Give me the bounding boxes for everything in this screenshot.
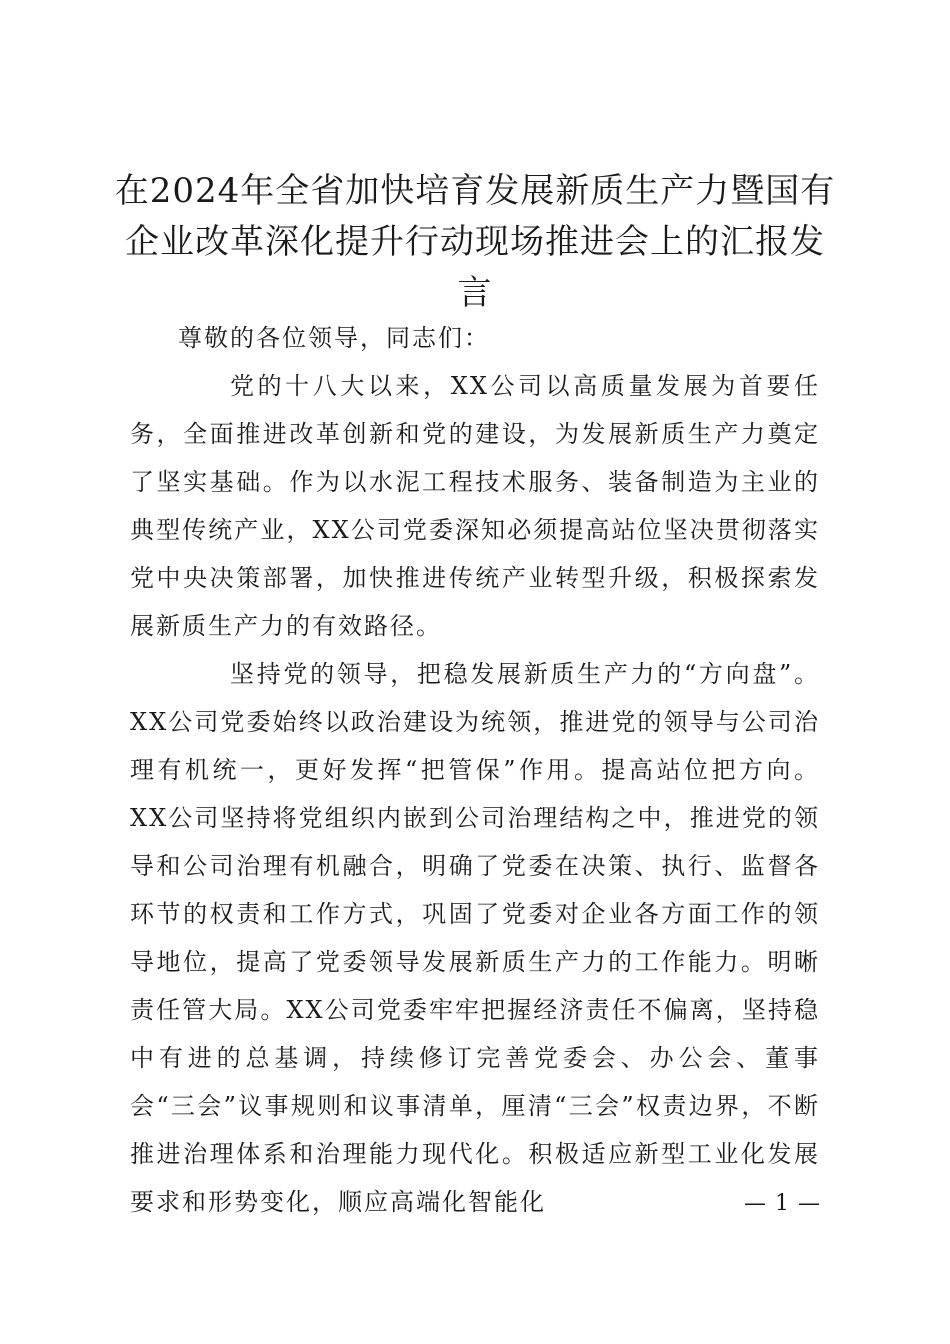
document-body (130, 314, 820, 1226)
paragraph-intro: 党的十八大以来，XX公司以高质量发展为首要任务，全面推进改革创新和党的建设，为发展新质生产力奠定了坚实基础。作为以水泥工程技术服务、装备制造为主业的典型传统产业，XX公司党委深知必须提高站位坚决贯彻落实党中央决策部署，加快推进传统产业转型升级，积极探索发展新质生产力的有效路径。 (130, 372, 820, 640)
salutation: 尊敬的各位领导，同志们： (178, 324, 490, 352)
page-number: — 1 — (744, 1191, 821, 1216)
document-title: 在2024年全省加快培育发展新质生产力暨国有企业改革深化提升行动现场推进会上的汇报发言 (114, 171, 836, 313)
paragraph-party-leadership: 坚持党的领导，把稳发展新质生产力的“方向盘”。XX公司党委始终以政治建设为统领，推进党的领导与公司治理有机统一，更好发挥“把管保”作用。提高站位把方向。XX公司坚持将党组织内嵌到公司治理结构之中，推进党的领导和公司治理有机融合，明确了党委在决策、执行、监督各环节的权责和工作方式，巩固了党委对企业各方面工作的领导地位，提高了党委领导发展新质生产力的工作能力。明晰责任管大局。XX公司党委牢牢把握经济责任不偏离，坚持稳中有进的总基调，持续修订完善党委会、办公会、董事会“三会”议事规则和议事清单，厘清“三会”权责边界，不断推进治理体系和治理能力现代化。积极适应新型工业化发展要求和形势变化，顺应高端化智能化 (130, 660, 820, 1216)
